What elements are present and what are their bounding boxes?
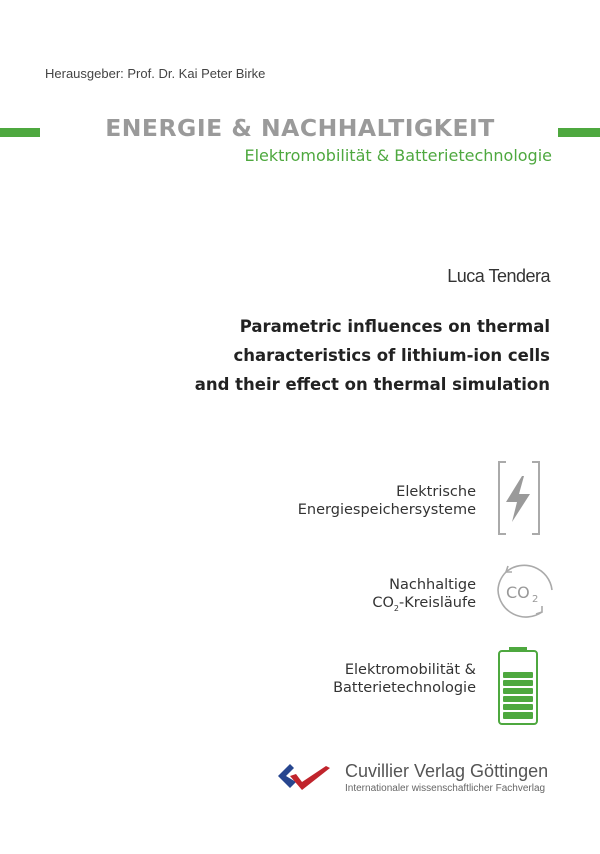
title-line: Parametric influences on thermal [239, 317, 550, 336]
title-line: and their effect on thermal simulation [194, 375, 550, 394]
section-label: $CO_2$-Kreisläufe [372, 595, 476, 613]
green-bar-right [558, 128, 600, 137]
section-label: Elektromobilität & [344, 662, 476, 678]
series-subtitle: Elektromobilität & Batterietechnologie [244, 146, 552, 165]
svg-text:CO: CO [506, 583, 530, 602]
publisher-tagline: Internationaler wissenschaftlicher Fachverlag [345, 783, 546, 794]
title-line: characteristics of lithium-ion cells [233, 346, 550, 365]
battery-icon [497, 646, 539, 726]
editor-line: Herausgeber: Prof. Dr. Kai Peter Birke [45, 66, 266, 81]
green-bar-left [0, 128, 40, 137]
section-emobility [333, 661, 476, 697]
author: Luca Tendera [447, 266, 550, 286]
section-energy-storage [298, 483, 476, 519]
book-title [195, 312, 550, 399]
section-label: Elektrische [396, 484, 476, 500]
section-label: Nachhaltige [389, 577, 476, 593]
publisher-name: Cuvillier Verlag Göttingen [345, 761, 549, 781]
lightning-icon [496, 460, 542, 536]
section-co2-cycles [372, 576, 476, 618]
series-title: ENERGIE & NACHHALTIGKEIT [105, 114, 495, 142]
section-label: Energiespeichersysteme [297, 502, 476, 518]
publisher-logo [276, 762, 332, 794]
section-label: Batterietechnologie [333, 680, 476, 696]
svg-text:2: 2 [532, 594, 539, 605]
co2-cycle-icon [492, 560, 556, 624]
